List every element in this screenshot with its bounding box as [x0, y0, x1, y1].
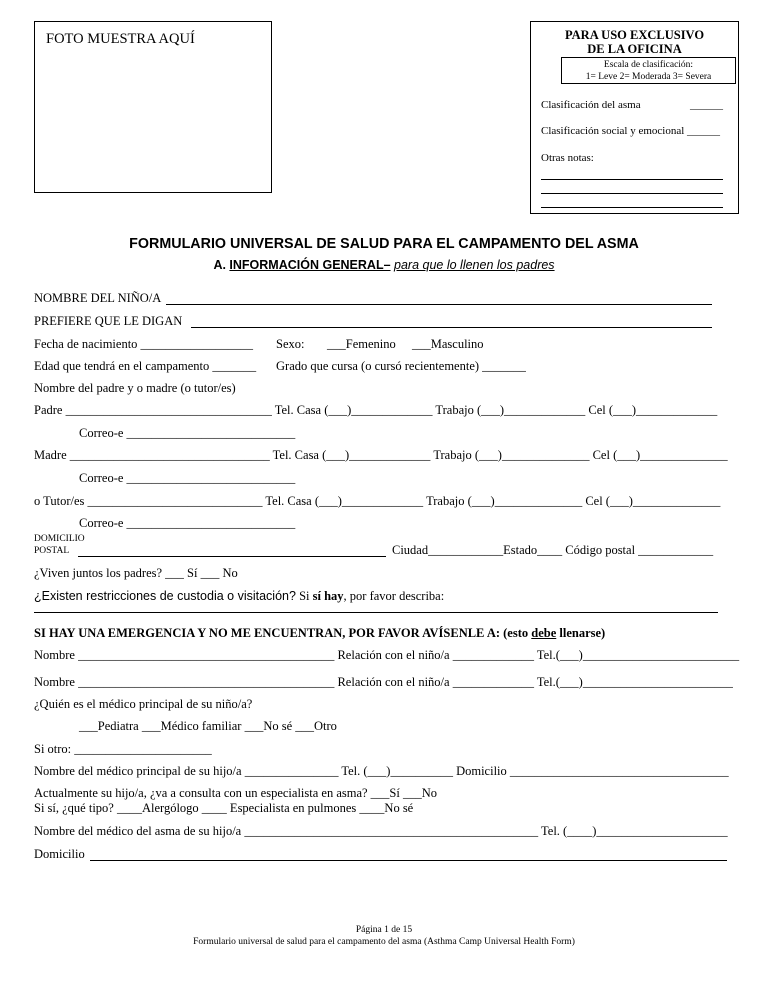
- father-row[interactable]: Padre _________________________________ Tel. Casa (___)_____________ Trabajo (___)_____________ Cel (___)_____________: [34, 403, 718, 417]
- scale-values: 1= Leve 2= Moderada 3= Severa: [585, 71, 712, 82]
- emergency-contact-2[interactable]: Nombre _________________________________________ Relación con el niño/a _____________ Tel.(___)________________________: [34, 675, 733, 689]
- postal-address-label-line1: DOMICILIO: [34, 534, 85, 544]
- asthma-doctor-row[interactable]: Nombre del médico del asma de su hijo/a _______________________________________________ Tel. (____)_____________________: [34, 824, 728, 838]
- section-note: para que lo llenen los padres: [394, 258, 555, 272]
- asthma-classification-label: Clasificación del asma: [541, 99, 641, 111]
- sex-male-option[interactable]: ___Masculino: [412, 337, 484, 351]
- asthma-classification-field[interactable]: ______: [690, 99, 723, 111]
- sex-female-option[interactable]: ___Femenino: [327, 337, 396, 351]
- preferred-name-input[interactable]: [191, 314, 712, 328]
- grade-field[interactable]: Grado que cursa (o cursó recientemente) _______: [276, 359, 526, 373]
- emergency-heading-text: SI HAY UNA EMERGENCIA Y NO ME ENCUENTRAN, POR FAVOR AVÍSENLE A: (esto: [34, 626, 529, 640]
- child-name-input[interactable]: [166, 291, 712, 305]
- primary-doctor-question: ¿Quién es el médico principal de su niño/a?: [34, 697, 253, 711]
- custody-description-input[interactable]: [34, 600, 718, 613]
- birth-date-field[interactable]: Fecha de nacimiento __________________: [34, 337, 254, 351]
- city-state-zip-field[interactable]: Ciudad____________Estado____ Código postal ____________: [392, 543, 714, 557]
- page-number: Página 1 de 15: [355, 925, 413, 935]
- doctor-type-options[interactable]: ___Pediatra ___Médico familiar ___No sé ___Otro: [79, 719, 337, 733]
- sex-label: Sexo:: [276, 337, 305, 351]
- postal-address-input[interactable]: [78, 546, 386, 557]
- office-title-line2: DE LA OFICINA: [587, 42, 682, 56]
- office-title: [531, 28, 738, 56]
- section-name: INFORMACIÓN GENERAL–: [229, 258, 391, 272]
- mother-email-field[interactable]: Correo-e ___________________________: [79, 471, 296, 485]
- section-prefix: A.: [213, 258, 230, 272]
- emergency-must: debe: [531, 626, 557, 640]
- other-doctor-field[interactable]: Si otro: ______________________: [34, 742, 212, 756]
- specialist-question[interactable]: Actualmente su hijo/a, ¿va a consulta con un especialista en asma? ___Sí ___No: [34, 786, 438, 800]
- preferred-name-label: PREFIERE QUE LE DIGAN: [34, 314, 183, 328]
- emergency-heading: [34, 626, 605, 641]
- custody-if: Si: [299, 589, 310, 603]
- doctor-address-input[interactable]: [90, 847, 727, 861]
- notes-line-1[interactable]: [541, 179, 723, 180]
- section-heading: [0, 258, 768, 272]
- tutor-row[interactable]: o Tutor/es ____________________________ Tel. Casa (___)_____________ Trabajo (___)______________ Cel (___)______________: [34, 494, 721, 508]
- primary-doctor-row[interactable]: Nombre del médico principal de su hijo/a _______________ Tel. (___)__________ Domicilio ___________________________________: [34, 764, 729, 778]
- parents-live-together-field[interactable]: ¿Viven juntos los padres? ___ Sí ___ No: [34, 566, 238, 580]
- photo-label: FOTO MUESTRA AQUÍ: [46, 31, 195, 47]
- other-notes-label: Otras notas:: [541, 152, 594, 164]
- notes-line-3[interactable]: [541, 207, 723, 208]
- photo-placeholder: [34, 21, 272, 193]
- camp-age-field[interactable]: Edad que tendrá en el campamento _______: [34, 359, 257, 373]
- notes-line-2[interactable]: [541, 193, 723, 194]
- custody-if-yes: sí hay: [312, 589, 344, 603]
- emergency-heading-end: llenarse): [559, 626, 606, 640]
- form-title: FORMULARIO UNIVERSAL DE SALUD PARA EL CAMPAMENTO DEL ASMA: [129, 236, 639, 252]
- office-title-line1: PARA USO EXCLUSIVO: [564, 28, 705, 42]
- parents-name-label: Nombre del padre y o madre (o tutor/es): [34, 381, 236, 395]
- specialist-type-options[interactable]: Si sí, ¿qué tipo? ____Alergólogo ____ Especialista en pulmones ____No sé: [34, 801, 414, 815]
- child-name-label: NOMBRE DEL NIÑO/A: [34, 291, 162, 305]
- custody-question-text: ¿Existen restricciones de custodia o visitación?: [34, 589, 296, 603]
- doctor-address-label: Domicilio: [34, 847, 85, 861]
- scale-title: Escala de clasificación:: [603, 60, 694, 70]
- custody-describe: , por favor describa:: [343, 589, 445, 603]
- tutor-email-field[interactable]: Correo-e ___________________________: [79, 516, 296, 530]
- footer-form-name: Formulario universal de salud para el campamento del asma (Asthma Camp Universal Health Form): [193, 937, 575, 947]
- postal-address-label-line2: POSTAL: [34, 546, 70, 556]
- office-use-box: [530, 21, 739, 214]
- emergency-contact-1[interactable]: Nombre _________________________________________ Relación con el niño/a _____________ Tel.(___)_________________________: [34, 648, 740, 662]
- rating-scale-box: [561, 57, 736, 84]
- father-email-field[interactable]: Correo-e ___________________________: [79, 426, 296, 440]
- social-classification-field[interactable]: Clasificación social y emocional ______: [541, 125, 721, 137]
- mother-row[interactable]: Madre ________________________________ Tel. Casa (___)_____________ Trabajo (___)______________ Cel (___)______________: [34, 448, 728, 462]
